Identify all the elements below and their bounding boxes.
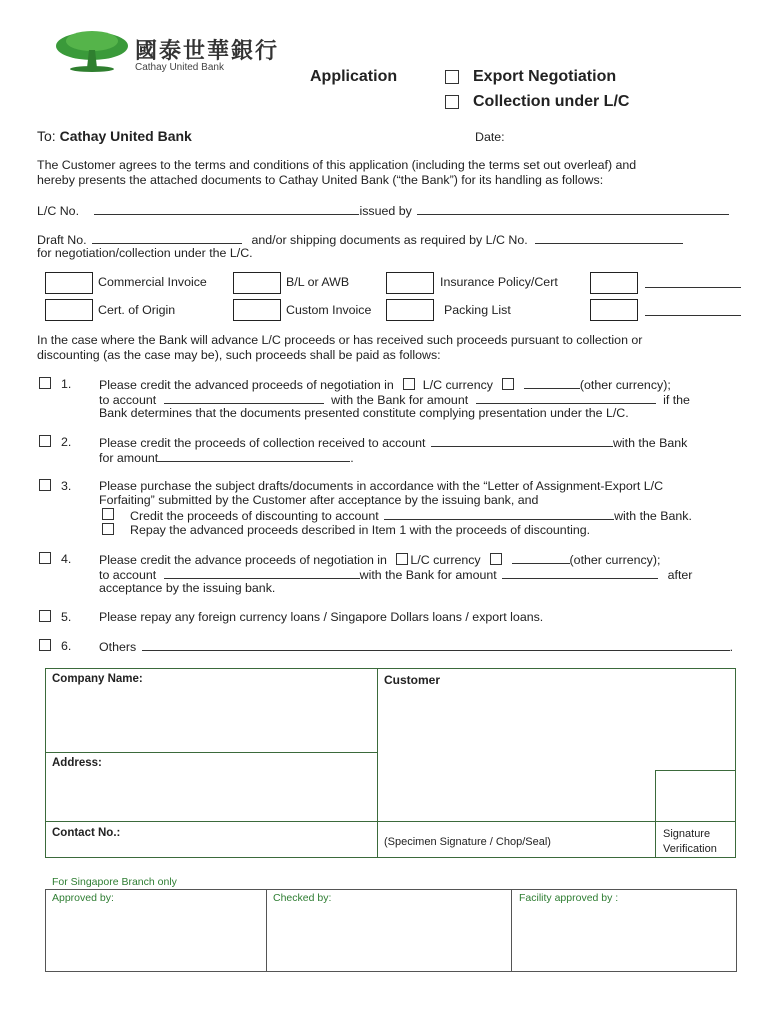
- item-3-line-2: Forfaiting” submitted by the Customer after acceptance by the issuing bank, and: [99, 493, 539, 507]
- other-doc-box-2[interactable]: [590, 299, 638, 321]
- contact-label: Contact No.:: [52, 827, 121, 839]
- customer-table-divider-h1: [45, 752, 377, 753]
- item-3-credit-label: Credit the proceeds of discounting to account: [130, 509, 379, 523]
- item-4-text-a: Please credit the advance proceeds of negotiation in: [99, 553, 387, 567]
- item-1-other-currency-label: (other currency);: [579, 378, 671, 392]
- item-6-others-field[interactable]: [142, 639, 730, 651]
- cathay-tree-logo: [52, 28, 132, 74]
- item-2-checkbox[interactable]: [39, 435, 51, 447]
- item-4-number: 4.: [61, 552, 72, 566]
- custom-invoice-label: Custom Invoice: [286, 303, 372, 317]
- bl-awb-box[interactable]: [233, 272, 281, 294]
- customer-table-divider-v: [377, 668, 378, 857]
- item-2-amount-field[interactable]: [158, 450, 350, 462]
- lc-line: [37, 203, 729, 218]
- item-3-line-1: Please purchase the subject drafts/documents in accordance with the “Letter of Assignment-Export L/C: [99, 479, 664, 493]
- signature-verification-label-2: Verification: [663, 843, 717, 855]
- collection-label: Collection under L/C: [473, 93, 630, 110]
- item-6-others-label: Others: [99, 640, 137, 654]
- other-doc-field-2[interactable]: [645, 304, 741, 316]
- item-1-text-a: Please credit the advanced proceeds of negotiation in: [99, 378, 394, 392]
- item-1-other-currency-checkbox[interactable]: [502, 378, 514, 390]
- approved-by-label: Approved by:: [52, 892, 114, 904]
- intro-line-2: hereby presents the attached documents to Cathay United Bank (“the Bank”) for its handling as follows:: [37, 173, 604, 187]
- item-4-amount-label: with the Bank for amount: [359, 568, 497, 582]
- item-4-lc-currency-label: L/C currency: [410, 553, 481, 567]
- issued-by-label: issued by: [359, 204, 412, 218]
- company-name-label: Company Name:: [52, 673, 143, 685]
- item-4-lc-currency-checkbox[interactable]: [396, 553, 408, 565]
- cert-origin-box[interactable]: [45, 299, 93, 321]
- company-name-field[interactable]: [46, 690, 376, 750]
- item-6-line: [99, 639, 733, 654]
- item-3a-checkbox[interactable]: [102, 508, 114, 520]
- commercial-invoice-label: Commercial Invoice: [98, 275, 207, 289]
- address-field[interactable]: [46, 774, 376, 819]
- application-title: Application: [310, 68, 398, 85]
- item-3-account-field[interactable]: [384, 508, 614, 520]
- other-doc-field-1[interactable]: [645, 276, 741, 288]
- item-4-account-field[interactable]: [164, 567, 360, 579]
- item-5-text: Please repay any foreign currency loans / Singapore Dollars loans / export loans.: [99, 610, 544, 624]
- packing-list-box[interactable]: [386, 299, 434, 321]
- collection-checkbox[interactable]: [445, 95, 459, 109]
- export-negotiation-label: Export Negotiation: [473, 68, 617, 85]
- item-1-number: 1.: [61, 377, 72, 391]
- item-5-checkbox[interactable]: [39, 610, 51, 622]
- singapore-branch-label: For Singapore Branch only: [52, 876, 177, 888]
- item-4-other-currency-field[interactable]: [512, 552, 570, 564]
- item-4-checkbox[interactable]: [39, 552, 51, 564]
- item-3-checkbox[interactable]: [39, 479, 51, 491]
- item-4-line-1: [99, 552, 660, 567]
- customer-table-divider-h2: [45, 821, 735, 822]
- shipping-lc-no-field[interactable]: [535, 232, 683, 244]
- sig-verify-box-top: [655, 770, 735, 771]
- bl-awb-label: B/L or AWB: [286, 275, 350, 289]
- item-2-period: .: [350, 451, 354, 465]
- branch-divider-1: [266, 889, 267, 971]
- item-2-line-2: [99, 450, 354, 465]
- item-3-line-4: Repay the advanced proceeds described in Item 1 with the proceeds of discounting.: [130, 523, 591, 537]
- facility-approved-label: Facility approved by :: [519, 892, 619, 904]
- draft-line: [37, 232, 683, 247]
- bank-english-name: Cathay United Bank: [135, 62, 224, 73]
- item-1-line-3: Bank determines that the documents presented constitute complying presentation under the L/C.: [99, 406, 629, 420]
- item-5-number: 5.: [61, 610, 72, 624]
- bank-chinese-name: 國泰世華銀行: [135, 38, 280, 63]
- item-1-line-1: [99, 377, 671, 392]
- item-2-text-a: Please credit the proceeds of collection received to account: [99, 436, 426, 450]
- insurance-label: Insurance Policy/Cert: [440, 275, 558, 289]
- item-2-line-1: [99, 435, 687, 450]
- item-1-checkbox[interactable]: [39, 377, 51, 389]
- item-4-other-currency-checkbox[interactable]: [490, 553, 502, 565]
- commercial-invoice-box[interactable]: [45, 272, 93, 294]
- item-1-lc-currency-checkbox[interactable]: [403, 378, 415, 390]
- customer-label: Customer: [384, 673, 441, 687]
- contact-field[interactable]: [140, 824, 375, 854]
- item-1-amount-label: with the Bank for amount: [331, 393, 469, 407]
- item-2-account-field[interactable]: [431, 435, 613, 447]
- custom-invoice-box[interactable]: [233, 299, 281, 321]
- item-1-account-field[interactable]: [164, 392, 324, 404]
- to-value: Cathay United Bank: [59, 128, 192, 144]
- item-3-with-bank: with the Bank.: [614, 509, 692, 523]
- customer-signature-area[interactable]: [379, 690, 653, 818]
- lc-no-field[interactable]: [94, 203, 359, 215]
- item-1-to-account-label: to account: [99, 393, 157, 407]
- specimen-label: (Specimen Signature / Chop/Seal): [384, 836, 551, 848]
- cert-origin-label: Cert. of Origin: [98, 303, 176, 317]
- draft-no-field[interactable]: [92, 232, 242, 244]
- item-4-line-3: acceptance by the issuing bank.: [99, 581, 276, 595]
- to-label: To:: [37, 128, 56, 144]
- item-1-amount-field[interactable]: [476, 392, 656, 404]
- item-1-line-2: [99, 392, 690, 407]
- item-4-line-2: [99, 567, 692, 582]
- to-line: [37, 128, 192, 144]
- date-label: Date:: [475, 130, 505, 144]
- item-3-number: 3.: [61, 479, 72, 493]
- checked-by-label: Checked by:: [273, 892, 332, 904]
- export-negotiation-checkbox[interactable]: [445, 70, 459, 84]
- advance-line-2: discounting (as the case may be), such proceeds shall be paid as follows:: [37, 348, 441, 362]
- intro-line-1: The Customer agrees to the terms and conditions of this application (including the terms set out overleaf) and: [37, 158, 637, 172]
- item-6-number: 6.: [61, 639, 72, 653]
- item-4-to-account-label: to account: [99, 568, 157, 582]
- item-1-other-currency-field[interactable]: [524, 377, 580, 389]
- issued-by-field[interactable]: [417, 203, 729, 215]
- item-1-lc-currency-label: L/C currency: [422, 378, 493, 392]
- item-2-amount-label: for amount: [99, 451, 159, 465]
- branch-table: [45, 889, 737, 972]
- item-3-line-3: [130, 508, 692, 523]
- item-4-after: after: [667, 568, 693, 582]
- item-6-period: .: [729, 640, 734, 654]
- draft-line-2: for negotiation/collection under the L/C.: [37, 246, 253, 260]
- insurance-box[interactable]: [386, 272, 434, 294]
- address-label: Address:: [52, 757, 102, 769]
- item-1-if-the: if the: [663, 393, 690, 407]
- branch-divider-2: [511, 889, 512, 971]
- advance-line-1: In the case where the Bank will advance L/C proceeds or has received such proceeds pursuant to collection or: [37, 333, 643, 347]
- shipping-docs-label: and/or shipping documents as required by L/C No.: [251, 233, 528, 247]
- packing-list-label: Packing List: [444, 303, 511, 317]
- item-2-with-bank: with the Bank: [612, 436, 688, 450]
- other-doc-box-1[interactable]: [590, 272, 638, 294]
- sig-verify-box-left: [655, 770, 656, 857]
- signature-verification-label-1: Signature: [663, 828, 711, 840]
- item-6-checkbox[interactable]: [39, 639, 51, 651]
- lc-no-label: L/C No.: [37, 204, 80, 218]
- item-3b-checkbox[interactable]: [102, 523, 114, 535]
- item-2-number: 2.: [61, 435, 72, 449]
- item-4-amount-field[interactable]: [502, 567, 658, 579]
- item-4-other-currency-label: (other currency);: [569, 553, 661, 567]
- draft-no-label: Draft No.: [37, 233, 87, 247]
